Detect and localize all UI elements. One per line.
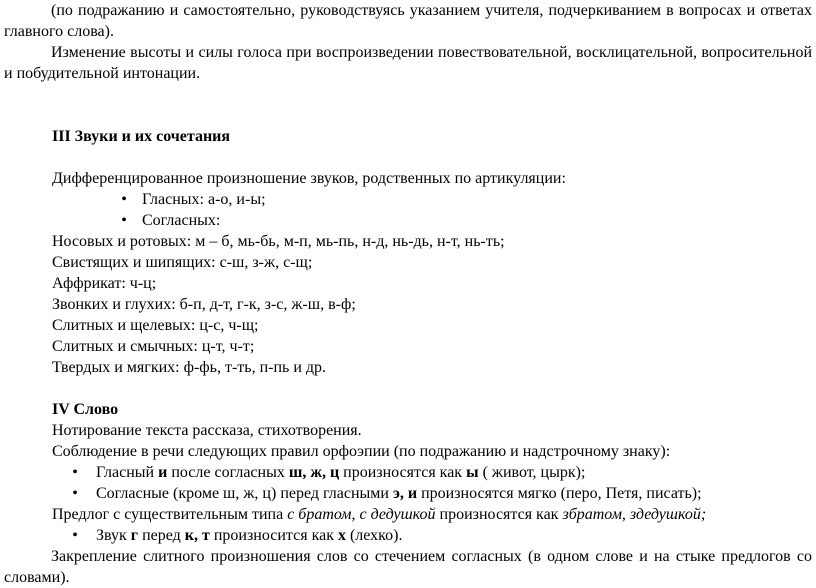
bold-run: э, и <box>392 485 418 502</box>
bold-run: г <box>130 527 139 544</box>
section-3-intro: Дифференцированное произношение звуков, родственных по артикуляции: <box>52 170 566 187</box>
sound-pair-line: Слитных и щелевых: ц-с, ч-щ; <box>52 317 259 334</box>
bold-run: ш, ж, ц <box>288 464 340 481</box>
list-item <box>4 189 812 210</box>
list-item-text: Согласных: <box>142 212 221 229</box>
list-item-text: Гласных: а-о, и-ы; <box>142 191 266 208</box>
text-run: Предлог с существительным типа <box>52 506 288 523</box>
section-4-line <box>4 504 812 525</box>
text-run: Согласные (кроме ш, ж, ц) перед гласными <box>96 485 393 502</box>
sound-pair-line: Звонких и глухих: б-п, д-т, г-к, з-с, ж-ш, в-ф; <box>52 296 356 313</box>
list-item <box>4 210 812 231</box>
section-4-closing: Закрепление слитного произношения слов со стечением согласных (в одном слове и на стыке предлогов со словами). <box>4 548 812 586</box>
bullet-icon: • <box>72 485 78 502</box>
text-run: произносится как <box>209 527 338 544</box>
text-run: ( живот, цырк); <box>478 464 586 481</box>
list-item <box>4 462 812 483</box>
section-4-line: Соблюдение в речи следующих правил орфоэпии (по подражанию и надстрочному знаку): <box>52 443 671 460</box>
text-run: Гласный <box>96 464 159 481</box>
bullet-icon: • <box>121 212 127 229</box>
text-run: Звук <box>96 527 131 544</box>
bold-run: к, т <box>184 527 210 544</box>
spacer <box>4 84 812 126</box>
document-page <box>4 0 812 588</box>
sound-pair-line: Свистящих и шипящих: с-ш, з-ж, с-щ; <box>52 254 313 271</box>
sound-pair-line: Носовых и ротовых: м – б, мь-бь, м-п, мь-пь, н-д, нь-дь, н-т, нь-ть; <box>52 233 505 250</box>
italic-run: с братом, с дедушкой <box>287 506 436 523</box>
sound-pair-line: Аффрикат: ч-ц; <box>52 275 157 292</box>
list-item <box>4 483 812 504</box>
bullet-icon: • <box>72 527 78 544</box>
spacer <box>4 147 812 168</box>
text-run: произносятся мягко (перо, Петя, писать); <box>417 485 702 502</box>
paragraph-imitation: (по подражанию и самостоятельно, руководствуясь указанием учителя, подчеркиванием в вопросах и ответах главного слова). <box>4 2 812 40</box>
section-3-heading: III Звуки и их сочетания <box>52 128 231 145</box>
paragraph-intonation: Изменение высоты и силы голоса при воспроизведении повествовательной, восклицательной, вопросительной и побудительной интонации. <box>4 44 812 82</box>
section-4-heading: IV Слово <box>52 401 119 418</box>
section-4-line: Нотирование текста рассказа, стихотворения. <box>52 422 362 439</box>
list-item <box>4 525 812 546</box>
bold-run: ы <box>466 464 479 481</box>
bold-run: х <box>337 527 346 544</box>
text-run: произносятся как <box>435 506 563 523</box>
sound-pair-line: Слитных и смычных: ц-т, ч-т; <box>52 338 255 355</box>
bullet-icon: • <box>72 464 78 481</box>
sound-pair-line: Твердых и мягких: ф-фь, т-ть, п-пь и др. <box>52 359 327 376</box>
text-run: перед <box>138 527 185 544</box>
bold-run: и <box>158 464 168 481</box>
spacer <box>4 378 812 399</box>
text-run: после согласных <box>167 464 289 481</box>
text-run: (лехко). <box>345 527 403 544</box>
text-run: произносятся как <box>339 464 467 481</box>
italic-run: збратом, здедушкой; <box>562 506 707 523</box>
bullet-icon: • <box>121 191 127 208</box>
